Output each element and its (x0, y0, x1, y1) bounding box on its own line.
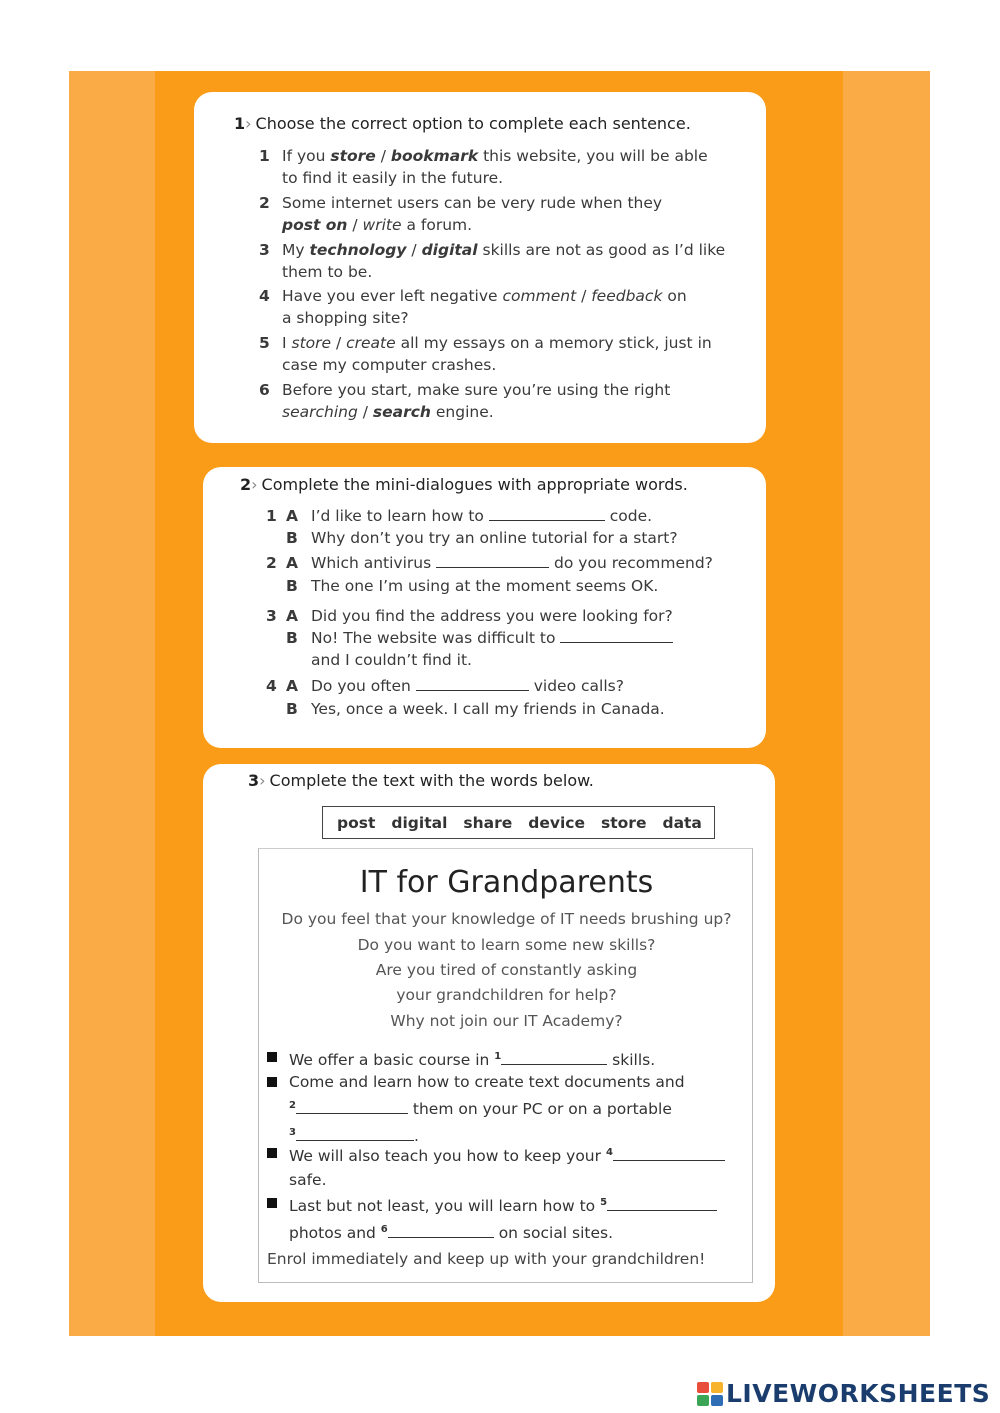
bullet-square-icon (267, 1077, 277, 1087)
option-a[interactable]: technology (309, 241, 407, 259)
speaker-a: A (286, 554, 298, 572)
speaker-b: B (286, 577, 298, 595)
brand-wordmark: LIVEWORKSHEETS (726, 1379, 991, 1408)
answer-blank[interactable] (489, 507, 605, 521)
gap-fill-text (258, 848, 753, 1283)
exercise-number: 2 (240, 475, 252, 494)
liveworksheets-logo-icon (697, 1382, 723, 1406)
answer-blank[interactable] (436, 554, 549, 568)
text: video calls? (528, 677, 624, 695)
text: code. (604, 507, 653, 525)
text: Yes, once a week. I call my friends in Canada. (311, 700, 665, 718)
text: . (413, 1127, 419, 1146)
separator: / (347, 216, 363, 234)
exercise-instruction: Complete the mini-dialogues with appropriate words. (261, 475, 688, 494)
text: Which antivirus (311, 554, 437, 572)
separator: / (331, 334, 347, 352)
gap-number: 5 (600, 1197, 608, 1208)
item-number: 4 (266, 677, 277, 695)
exercise-number: 1 (234, 114, 246, 133)
text: skills are not as good as I’d like (477, 241, 726, 259)
text: Did you find the address you were looking for? (311, 607, 673, 625)
word-bank-item: data (662, 813, 702, 832)
text: on (662, 287, 687, 305)
item-number: 2 (266, 554, 277, 572)
gap-number: 1 (494, 1051, 502, 1062)
text: them to be. (282, 263, 373, 281)
option-b[interactable]: digital (421, 241, 478, 259)
option-b[interactable]: write (362, 216, 402, 234)
answer-blank[interactable] (613, 1147, 725, 1161)
option-b[interactable]: create (346, 334, 396, 352)
text: My (282, 241, 310, 259)
word-bank-item: post (337, 813, 376, 832)
chevron-icon: › (251, 475, 258, 494)
gap-number: 2 (289, 1100, 296, 1111)
answer-blank[interactable] (388, 1224, 494, 1238)
item-number: 4 (259, 287, 270, 305)
item-number: 1 (259, 147, 270, 165)
text: We offer a basic course in (289, 1051, 495, 1070)
text: a forum. (401, 216, 473, 234)
word-bank-item: store (601, 813, 647, 832)
answer-blank[interactable] (296, 1100, 408, 1114)
intro-line: Are you tired of constantly asking (375, 961, 638, 979)
speaker-b: B (286, 529, 298, 547)
answer-blank[interactable] (416, 677, 529, 691)
answer-blank[interactable] (607, 1197, 717, 1211)
text: and I couldn’t find it. (311, 651, 472, 669)
exercise-1-card (194, 92, 766, 443)
item-number: 5 (259, 334, 270, 352)
item-number: 1 (266, 507, 277, 525)
text: on social sites. (493, 1224, 614, 1243)
text-title: IT for Grandparents (359, 865, 654, 900)
exercise-instruction: Choose the correct option to complete each sentence. (255, 114, 691, 133)
separator: / (406, 241, 422, 259)
text: We will also teach you how to keep your (289, 1147, 606, 1166)
text: The one I’m using at the moment seems OK. (311, 577, 659, 595)
option-b[interactable]: feedback (591, 287, 663, 305)
exercise-1-title (234, 114, 691, 133)
answer-blank[interactable] (501, 1051, 607, 1065)
option-b[interactable]: bookmark (390, 147, 479, 165)
answer-blank[interactable] (296, 1127, 414, 1141)
bullet-square-icon (267, 1052, 277, 1062)
text: Come and learn how to create text documents and (289, 1073, 685, 1091)
word-bank (322, 806, 715, 839)
option-b[interactable]: search (372, 403, 431, 421)
gap-number: 6 (380, 1224, 388, 1236)
exercise-instruction: Complete the text with the words below. (269, 771, 594, 790)
chevron-icon: › (245, 114, 252, 133)
text: Have you ever left negative (282, 287, 503, 305)
text: I’d like to learn how to (311, 507, 489, 525)
option-a[interactable]: store (330, 147, 376, 165)
gap-number: 4 (605, 1147, 613, 1158)
exercise-number: 3 (248, 771, 260, 790)
exercise-2-card (203, 467, 766, 748)
separator: / (357, 403, 373, 421)
item-number: 3 (266, 607, 277, 625)
speaker-a: A (286, 507, 298, 525)
separator: / (576, 287, 592, 305)
text: Last but not least, you will learn how to (289, 1197, 601, 1216)
text: skills. (607, 1051, 656, 1070)
intro-line: your grandchildren for help? (396, 986, 617, 1004)
word-bank-item: digital (391, 813, 448, 832)
text: safe. (289, 1171, 327, 1190)
text: If you (282, 147, 331, 165)
exercise-3-title (248, 771, 594, 790)
text: Why don’t you try an online tutorial for a start? (311, 529, 678, 547)
word-bank-item: device (528, 813, 586, 832)
text: them on your PC or on a portable (407, 1100, 672, 1119)
text: do you recommend? (549, 554, 713, 572)
text: No! The website was difficult to (311, 629, 561, 647)
text: this website, you will be able (478, 147, 708, 165)
option-a[interactable]: post on (282, 216, 348, 234)
intro-line: Why not join our IT Academy? (390, 1012, 623, 1030)
text: to find it easily in the future. (282, 169, 504, 187)
word-bank-item: share (463, 813, 513, 832)
chevron-icon: › (259, 771, 266, 790)
option-a[interactable]: comment (502, 287, 577, 305)
text: a shopping site? (282, 309, 409, 327)
answer-blank[interactable] (560, 629, 673, 643)
separator: / (375, 147, 391, 165)
bullet-square-icon (267, 1198, 277, 1208)
speaker-a: A (286, 677, 298, 695)
bullet-square-icon (267, 1148, 277, 1158)
option-a[interactable]: store (291, 334, 332, 352)
text: I (282, 334, 292, 352)
closing-line: Enrol immediately and keep up with your grandchildren! (267, 1250, 706, 1268)
speaker-a: A (286, 607, 298, 625)
liveworksheets-brand[interactable] (697, 1379, 990, 1408)
intro-line: Do you feel that your knowledge of IT needs brushing up? (281, 910, 732, 928)
item-number: 2 (259, 194, 270, 212)
text: Do you often (311, 677, 416, 695)
text: Some internet users can be very rude when they (282, 194, 663, 212)
text: Before you start, make sure you’re using the right (282, 381, 671, 399)
text: case my computer crashes. (282, 356, 497, 374)
gap-number: 3 (289, 1127, 296, 1139)
text: engine. (430, 403, 494, 421)
exercise-2-title (240, 475, 688, 494)
option-a[interactable]: searching (282, 403, 358, 421)
intro-line: Do you want to learn some new skills? (357, 936, 656, 954)
item-number: 3 (259, 241, 270, 259)
speaker-b: B (286, 700, 298, 718)
speaker-b: B (286, 629, 298, 647)
text: all my essays on a memory stick, just in (395, 334, 712, 352)
text: photos and (289, 1224, 381, 1243)
item-number: 6 (259, 381, 270, 399)
